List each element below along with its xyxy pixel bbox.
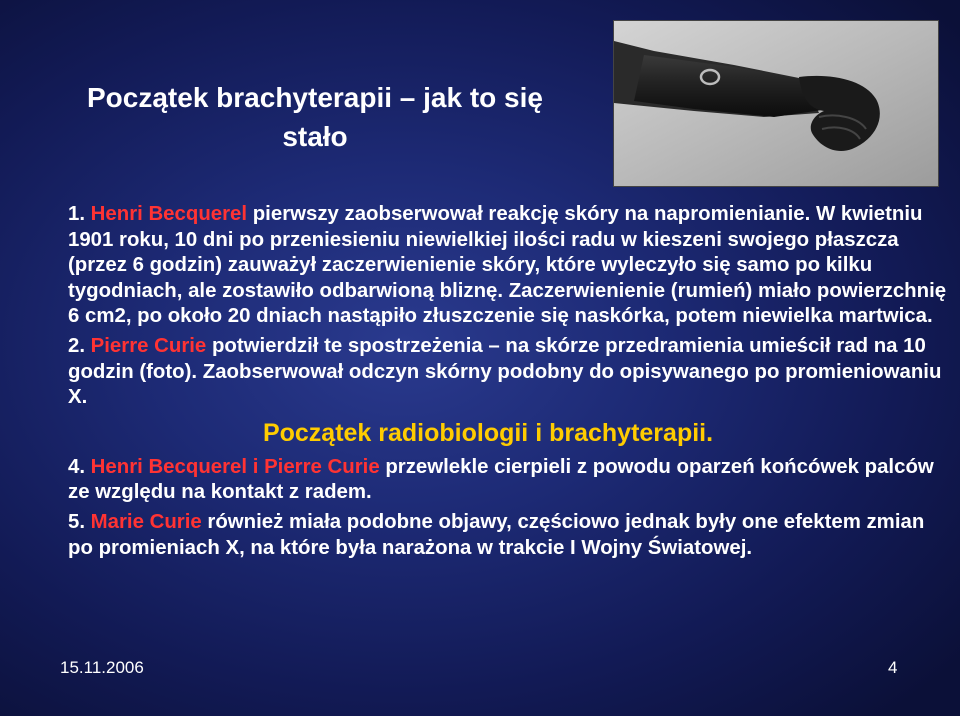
highlight-line: Początek radiobiologii i brachyterapii. <box>262 418 714 447</box>
paragraph-4 <box>68 455 948 506</box>
henri-becquerel-name-2: Henri Becquerel <box>90 455 248 478</box>
slide-title-line-1: Początek brachyterapii – jak to się <box>87 82 543 113</box>
page-number: 4 <box>888 658 898 677</box>
paragraph-1-text: pierwszy zaobserwował reakcję skóry na napromienianie. W kwietniu 1901 roku, 10 dni po przeniesieniu niewielkiej ilości radu w kieszeni swojego płaszcza (przez 6 godzin) zauważył zaczerwienienie skóry, które wyleczyło się samo po kilku tygodniach, ale zostawiło odbarwioną bliznę. Zaczerwienienie (rumień) miało powierzchnię 6 cm2, po około 20 dniach nastąpiło złuszczenie się naskórka, potem niewielka martwica. <box>68 203 947 328</box>
slide-title-line-2: stało <box>282 121 348 152</box>
forearm-burn-photo <box>613 20 939 187</box>
paragraph-2-number: 2. <box>68 334 91 357</box>
forearm-photo-illustration <box>614 21 938 186</box>
paragraph-5-number: 5. <box>68 510 91 533</box>
paragraph-4-text: przewlekle cierpieli z powodu oparzeń końcówek palców ze względu na kontakt z radem. <box>68 455 934 504</box>
footer-date: 15.11.2006 <box>60 658 144 677</box>
slide-body <box>68 202 948 561</box>
pierre-curie-name-2: Pierre Curie <box>264 455 380 478</box>
paragraph-1-number: 1. <box>68 203 91 225</box>
paragraph-2-text: potwierdził te spostrzeżenia – na skórze przedramienia umieścił rad na 10 godzin (foto). Zaobserwował odczyn skórny podobny do opisywanego po promieniowaniu X. <box>68 334 942 409</box>
pierre-curie-name: Pierre Curie <box>90 334 207 357</box>
paragraph-5-text: również miała podobne objawy, częściowo jednak były one efektem zmian po promieniach X, na które była narażona w trakcie I Wojny Światowej. <box>68 510 925 559</box>
henri-becquerel-name: Henri Becquerel <box>90 203 248 225</box>
paragraph-1 <box>68 202 948 330</box>
marie-curie-name: Marie Curie <box>90 510 202 533</box>
paragraph-2 <box>68 334 948 411</box>
paragraph-4-conjunction: i <box>247 455 265 478</box>
paragraph-4-number: 4. <box>68 455 91 478</box>
paragraph-5 <box>68 510 948 561</box>
slide-title <box>40 78 590 156</box>
